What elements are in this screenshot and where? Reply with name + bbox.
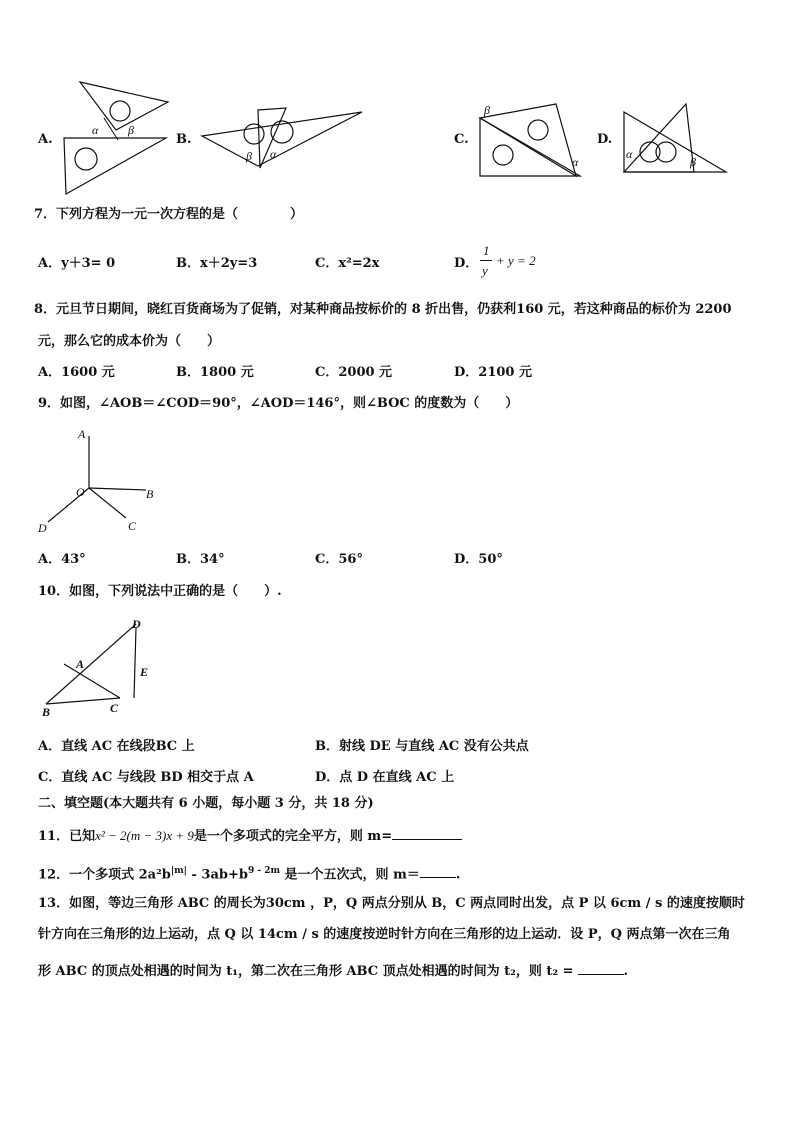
q12-suffix: 是一个五次式，则 m＝: [280, 867, 420, 883]
fraction-denominator: y: [482, 263, 488, 278]
q6-option-d-label: D.: [597, 132, 613, 147]
q9-option-c: C．56°: [315, 552, 363, 567]
q6-option-b-label: B.: [176, 132, 192, 147]
q13-line3: [38, 962, 628, 980]
q11-answer-blank[interactable]: [392, 827, 462, 840]
q8-option-c: C．2000 元: [315, 365, 393, 380]
expression-rest: + y = 2: [496, 253, 536, 268]
q8-option-d: D．2100 元: [454, 365, 532, 380]
q10-label-c: C: [110, 701, 119, 715]
q12-middle: - 3ab+b: [186, 867, 248, 883]
q11-prefix: 11．已知: [38, 829, 96, 844]
q12-end: .: [455, 867, 461, 883]
q10-option-c: C．直线 AC 与线段 BD 相交于点 A: [38, 770, 254, 785]
q6-figure-d: [620, 104, 730, 174]
q7-option-c: C．x²=2x: [315, 256, 380, 271]
q11-expression: x² − 2(m − 3)x + 9: [95, 828, 194, 843]
q9-option-d: D．50°: [454, 552, 503, 567]
q10-label-a: A: [76, 657, 85, 671]
q10-option-b: B．射线 DE 与直线 AC 没有公共点: [315, 739, 529, 754]
q7-option-d-label: D．: [454, 256, 479, 271]
q6-b-beta: β: [246, 149, 252, 163]
q6-d-beta: β: [690, 155, 696, 169]
q12-answer-blank[interactable]: [420, 865, 456, 878]
q13-line3-end: .: [623, 964, 629, 979]
q9-label-b: B: [146, 487, 154, 501]
q10-option-d: D．点 D 在直线 AC 上: [315, 770, 455, 785]
q13-line1: 13．如图，等边三角形 ABC 的周长为30cm ，P，Q 两点分别从 B，C 两点同时出发，点 P 以 6cm / s 的速度按顺时: [38, 896, 745, 911]
q9-label-a: A: [78, 427, 86, 441]
q13-answer-blank[interactable]: [578, 962, 624, 975]
q6-figure-b: [200, 104, 370, 184]
q11: [38, 827, 462, 845]
q8-line1: 8．元旦节日期间，晓红百货商场为了促销，对某种商品按标价的 8 折出售，仍获利160 元，若这种商品的标价为 2200: [34, 302, 732, 317]
q10-figure: [38, 614, 168, 719]
q6-figure-a: [58, 78, 178, 198]
q10-stem: 10．如图，下列说法中正确的是（ ）.: [38, 584, 282, 599]
q6-a-beta: β: [128, 123, 134, 137]
q12-exponent-1: |m|: [170, 866, 187, 876]
q10-option-a: A．直线 AC 在线段BC 上: [38, 739, 195, 754]
section-2-heading: 二、填空题(本大题共有 6 小题，每小题 3 分，共 18 分): [38, 796, 374, 811]
q9-label-o: O: [76, 485, 85, 499]
q7-option-d-expression: [480, 243, 550, 283]
q9-figure: [34, 426, 174, 536]
q8-line2: 元，那么它的成本价为（ ）: [38, 334, 221, 349]
q12-exponent-2: 9 - 2m: [247, 866, 281, 876]
q6-option-c-label: C.: [454, 132, 469, 147]
q9-label-c: C: [128, 519, 137, 533]
q6-b-alpha: α: [270, 147, 277, 161]
q6-option-a-label: A.: [38, 132, 53, 147]
fraction-numerator: 1: [483, 243, 490, 258]
q7-option-a: A．y＋3= 0: [38, 256, 116, 271]
q11-suffix: 是一个多项式的完全平方，则 m=: [193, 829, 393, 844]
q13-line3-text: 形 ABC 的顶点处相遇的时间为 t₁，第二次在三角形 ABC 顶点处相遇的时间为 t₂，则 t₂ =: [38, 964, 574, 979]
q7-option-b: B．x＋2y=3: [176, 256, 258, 271]
q6-figure-c: [476, 100, 586, 180]
q9-label-d: D: [38, 521, 47, 535]
fraction-bar: [480, 260, 492, 261]
q10-label-d: D: [132, 617, 141, 631]
q13-line2: 针方向在三角形的边上运动，点 Q 以 14cm / s 的速度按逆时针方向在三角形的边上运动．设 P，Q 两点第一次在三角: [38, 927, 731, 942]
q6-c-alpha: α: [572, 155, 579, 169]
q6-c-beta: β: [484, 103, 490, 117]
q9-option-b: B．34°: [176, 552, 225, 567]
q6-a-alpha: α: [92, 123, 99, 137]
q10-label-b: B: [42, 705, 51, 719]
q8-option-a: A．1600 元: [38, 365, 115, 380]
q9-stem: 9．如图，∠AOB＝∠COD＝90°，∠AOD＝146°，则∠BOC 的度数为（ ）: [38, 396, 519, 411]
q12-prefix: 12．一个多项式 2a²b: [38, 867, 171, 883]
q6-d-alpha: α: [626, 147, 633, 161]
q9-option-a: A．43°: [38, 552, 86, 567]
q10-label-e: E: [140, 665, 149, 679]
q7-stem: 7．下列方程为一元一次方程的是（ ）: [34, 207, 304, 222]
q12: [38, 863, 460, 883]
q8-option-b: B．1800 元: [176, 365, 254, 380]
